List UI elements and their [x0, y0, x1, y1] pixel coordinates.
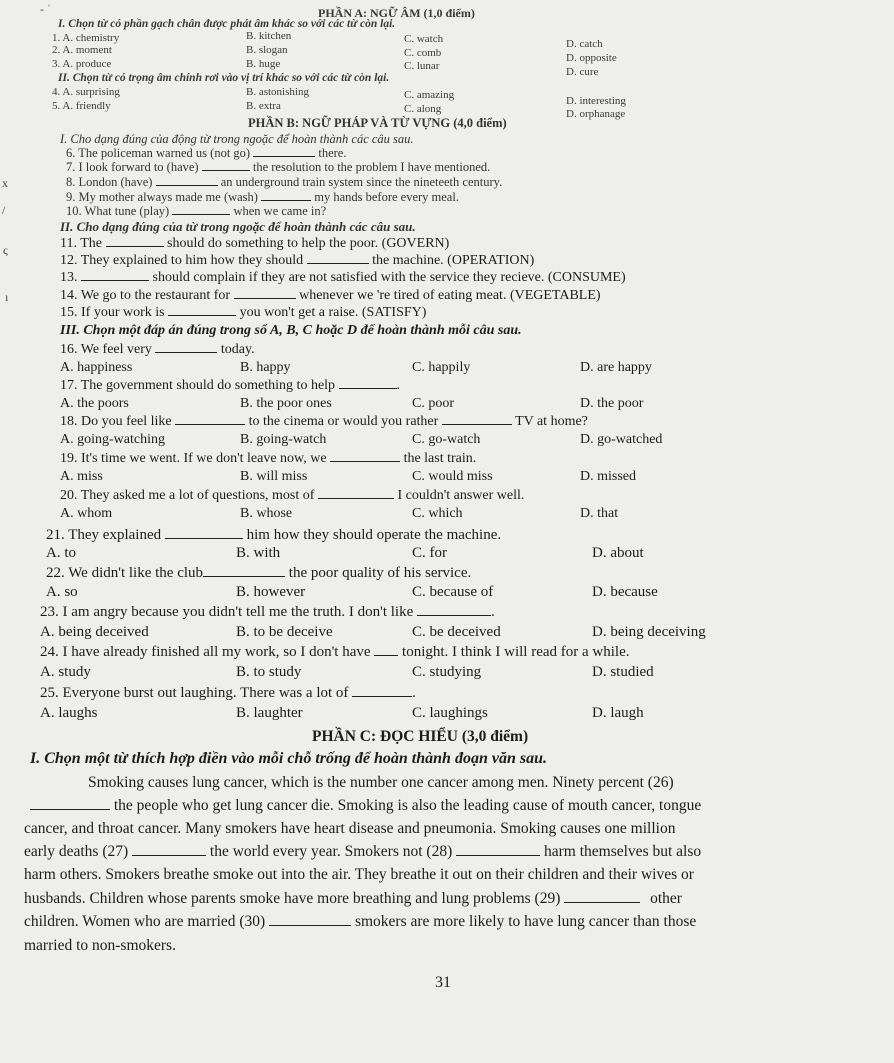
passage-line-3: cancer, and throat cancer. Many smokers have heart disease and pneumonia. Smoking causes one million — [24, 820, 676, 837]
answer-blank[interactable] — [374, 654, 398, 656]
answer-blank[interactable] — [156, 184, 218, 186]
q15: 15. If your work is you won't get a raise. (SATISFY) — [60, 305, 427, 320]
q13: 13. should complain if they are not satisfied with the service they recieve. (CONSUME) — [60, 270, 626, 285]
margin-mark: - ˈ — [40, 2, 51, 16]
q24-option-c[interactable]: C. studying — [412, 664, 482, 680]
q6: 6. The policeman warned us (not go) there. — [66, 146, 347, 160]
answer-blank[interactable] — [352, 695, 412, 697]
answer-blank[interactable] — [168, 314, 236, 316]
q12: 12. They explained to him how they should the machine. (OPERATION) — [60, 253, 535, 268]
part-c-title: PHẦN C: ĐỌC HIỂU (3,0 điểm) — [312, 728, 529, 745]
q20-option-b[interactable]: B. whose — [240, 506, 293, 521]
part-c-instruction: I. Chọn một từ thích hợp điền vào mỗi chỗ trống để hoàn thành đoạn văn sau. — [30, 750, 547, 767]
answer-blank-29[interactable] — [564, 901, 640, 903]
passage-line-5: harm others. Smokers breathe smoke out into the air. They breathe it out on their children and their wives or — [24, 866, 694, 883]
part-a-instruction-2: II. Chọn từ có trọng âm chính rơi vào vị trí khác so với các từ còn lại. — [58, 72, 390, 84]
q24-option-d[interactable]: D. studied — [592, 664, 654, 680]
q23-stem: 23. I am angry because you didn't tell me the truth. I don't like . — [40, 604, 495, 620]
q20-option-d[interactable]: D. that — [580, 506, 619, 521]
answer-blank[interactable] — [442, 423, 512, 425]
passage-line-2: the people who get lung cancer die. Smoking is also the leading cause of mouth cancer, tongue — [30, 797, 701, 815]
answer-blank[interactable] — [261, 199, 311, 201]
q22-option-c[interactable]: C. because of — [412, 584, 494, 600]
answer-blank[interactable] — [318, 497, 394, 499]
q22-stem: 22. We didn't like the club the poor quality of his service. — [46, 565, 472, 581]
q1-a: 1. A. chemistry — [52, 32, 120, 44]
q19-stem: 19. It's time we went. If we don't leave now, we the last train. — [60, 451, 477, 466]
answer-blank[interactable] — [175, 423, 245, 425]
q3-a: 3. A. produce — [52, 58, 112, 70]
q8: 8. London (have) an underground train system since the nineteeth century. — [66, 175, 503, 189]
part-a-instruction-1: I. Chọn từ có phần gạch chân được phát âm khác so với các từ còn lại. — [58, 18, 396, 30]
margin-mark: ı — [5, 290, 9, 304]
answer-blank[interactable] — [339, 387, 397, 389]
q17-option-a[interactable]: A. the poors — [60, 396, 129, 411]
q25-stem: 25. Everyone burst out laughing. There was a lot of . — [40, 685, 416, 701]
q23-option-d[interactable]: D. being deceiving — [592, 624, 706, 640]
passage-line-4: early deaths (27) the world every year. Smokers not (28) harm themselves but also — [24, 843, 702, 860]
margin-mark: ς — [3, 243, 8, 257]
q5-c: C. along — [404, 103, 442, 115]
q5-a: 5. A. friendly — [52, 100, 111, 112]
q4-a: 4. A. surprising — [52, 86, 120, 98]
q18-stem: 18. Do you feel like to the cinema or would you rather TV at home? — [60, 414, 588, 429]
q7: 7. I look forward to (have) the resolution to the problem I have mentioned. — [66, 160, 491, 174]
q23-option-b[interactable]: B. to be deceive — [236, 624, 333, 640]
answer-blank[interactable] — [172, 213, 230, 215]
passage-line-7: children. Women who are married (30) smokers are more likely to have lung cancer than those — [24, 913, 697, 930]
q25-option-c[interactable]: C. laughings — [412, 705, 488, 721]
q1-b: B. kitchen — [246, 30, 292, 42]
passage-line-1: Smoking causes lung cancer, which is the number one cancer among men. Ninety percent (26) — [88, 774, 674, 791]
part-b-instruction-1: I. Cho dạng đúng của động từ trong ngoặc để hoàn thành các câu sau. — [60, 132, 414, 146]
answer-blank[interactable] — [203, 575, 285, 577]
answer-blank[interactable] — [330, 460, 400, 462]
answer-blank[interactable] — [202, 169, 250, 171]
q24-option-b[interactable]: B. to study — [236, 664, 302, 680]
q3-d: D. cure — [566, 66, 599, 78]
q21-option-b[interactable]: B. with — [236, 545, 281, 561]
q19-option-d[interactable]: D. missed — [580, 469, 636, 484]
q1-c: C. watch — [404, 33, 444, 45]
q21-option-a[interactable]: A. to — [46, 545, 76, 561]
q17-stem: 17. The government should do something to help . — [60, 378, 401, 393]
answer-blank[interactable] — [417, 614, 491, 616]
q3-c: C. lunar — [404, 60, 440, 72]
q18-option-c[interactable]: C. go-watch — [412, 432, 481, 447]
q20-stem: 20. They asked me a lot of questions, most of I couldn't answer well. — [60, 488, 525, 503]
q18-option-d[interactable]: D. go-watched — [580, 432, 663, 447]
q3-b: B. huge — [246, 58, 281, 70]
answer-blank[interactable] — [155, 351, 217, 353]
q21-option-d[interactable]: D. about — [592, 545, 644, 561]
answer-blank[interactable] — [307, 262, 369, 264]
q21-stem: 21. They explained him how they should operate the machine. — [46, 527, 502, 543]
part-b-title: PHẦN B: NGỮ PHÁP VÀ TỪ VỰNG (4,0 điểm) — [248, 116, 507, 130]
answer-blank-26[interactable] — [30, 808, 110, 810]
q25-option-d[interactable]: D. laugh — [592, 705, 644, 721]
q25-option-a[interactable]: A. laughs — [40, 705, 98, 721]
page-number: 31 — [435, 974, 451, 991]
q20-option-c[interactable]: C. which — [412, 506, 463, 521]
answer-blank-28[interactable] — [456, 854, 540, 856]
margin-mark: x — [2, 176, 8, 190]
part-a-title: PHẦN A: NGỮ ÂM (1,0 điểm) — [318, 6, 475, 20]
q11: 11. The should do something to help the poor. (GOVERN) — [60, 236, 450, 251]
q19-option-c[interactable]: C. would miss — [412, 469, 493, 484]
q17-option-d[interactable]: D. the poor — [580, 396, 644, 411]
answer-blank-30[interactable] — [269, 924, 351, 926]
q22-option-a[interactable]: A. so — [46, 584, 78, 600]
q2-d: D. opposite — [566, 52, 617, 64]
q16-option-d[interactable]: D. are happy — [580, 360, 652, 375]
q2-a: 2. A. moment — [52, 44, 112, 56]
answer-blank[interactable] — [234, 297, 296, 299]
q23-option-c[interactable]: C. be deceived — [412, 624, 501, 640]
q16-option-c[interactable]: C. happily — [412, 360, 471, 375]
q22-option-b[interactable]: B. however — [236, 584, 306, 600]
answer-blank[interactable] — [106, 245, 164, 247]
q25-option-b[interactable]: B. laughter — [236, 705, 303, 721]
q18-option-b[interactable]: B. going-watch — [240, 432, 327, 447]
q23-option-a[interactable]: A. being deceived — [40, 624, 149, 640]
q16-stem: 16. We feel very today. — [60, 342, 255, 357]
q4-b: B. astonishing — [246, 86, 309, 98]
part-b-instruction-3: III. Chọn một đáp án đúng trong số A, B, C hoặc D để hoàn thành mỗi câu sau. — [60, 323, 522, 338]
q24-option-a[interactable]: A. study — [40, 664, 91, 680]
q10: 10. What tune (play) when we came in? — [66, 204, 327, 218]
answer-blank[interactable] — [165, 537, 243, 539]
q5-b: B. extra — [246, 100, 281, 112]
q17-option-c[interactable]: C. poor — [412, 396, 454, 411]
q4-c: C. amazing — [404, 89, 455, 101]
q22-option-d[interactable]: D. because — [592, 584, 658, 600]
answer-blank-27[interactable] — [132, 854, 206, 856]
margin-mark: / — [2, 203, 6, 217]
answer-blank[interactable] — [81, 279, 149, 281]
q19-option-a[interactable]: A. miss — [60, 469, 103, 484]
q2-b: B. slogan — [246, 44, 288, 56]
q2-c: C. comb — [404, 47, 442, 59]
q1-d: D. catch — [566, 38, 603, 50]
passage-line-6: husbands. Children whose parents smoke have more breathing and lung problems (29) other — [24, 890, 682, 907]
q19-option-b[interactable]: B. will miss — [240, 469, 308, 484]
q24-stem: 24. I have already finished all my work, so I don't have tonight. I think I will read for a while. — [40, 644, 630, 660]
part-b-instruction-2: II. Cho dạng đúng của từ trong ngoặc để hoàn thành các câu sau. — [60, 219, 416, 234]
q17-option-b[interactable]: B. the poor ones — [240, 396, 332, 411]
q14: 14. We go to the restaurant for whenever we 're tired of eating meat. (VEGETABLE) — [60, 288, 601, 303]
answer-blank[interactable] — [253, 155, 315, 157]
q5-d: D. orphanage — [566, 108, 626, 120]
q16-option-b[interactable]: B. happy — [240, 360, 291, 375]
passage-line-8: married to non-smokers. — [24, 937, 176, 954]
q16-option-a[interactable]: A. happiness — [60, 360, 133, 375]
q20-option-a[interactable]: A. whom — [60, 506, 113, 521]
q21-option-c[interactable]: C. for — [412, 545, 447, 561]
q18-option-a[interactable]: A. going-watching — [60, 432, 165, 447]
q4-d: D. interesting — [566, 95, 626, 107]
q9: 9. My mother always made me (wash) my hands before every meal. — [66, 190, 459, 204]
